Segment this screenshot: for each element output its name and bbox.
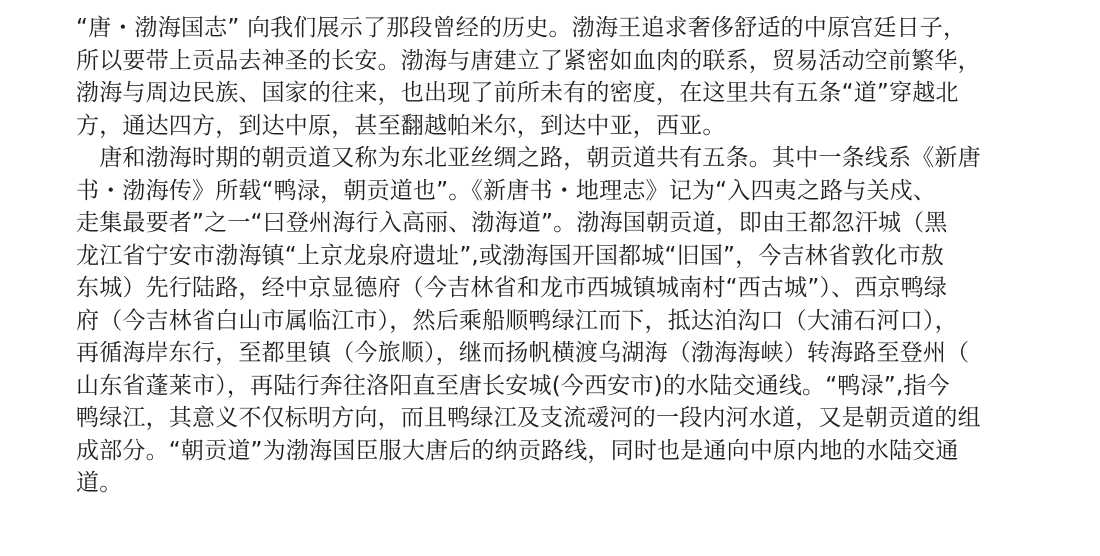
text-line: “唐・渤海国志” 向我们展示了那段曾经的历史。渤海王追求奢侈舒适的中原宫廷日子， [76, 15, 967, 41]
text-line: 成部分。“朝贡道”为渤海国臣服大唐后的纳贡路线，同时也是通向中原内地的水陆交通 [76, 437, 959, 464]
document-page [76, 12, 1066, 500]
text-line: 渤海与周边民族、国家的往来，也出现了前所未有的密度，在这里共有五条“道”穿越北 [76, 80, 959, 106]
paragraph-1 [76, 12, 1066, 142]
text-line: 方，通达四方，到达中原，甚至翻越帕米尔，到达中亚，西亚。 [76, 112, 726, 139]
text-line: 道。 [76, 470, 123, 496]
text-line: 鸭绿江，其意义不仅标明方向，而且鸭绿江及支流叆河的一段内河水道，又是朝贡道的组 [76, 405, 981, 431]
text-line: 再循海岸东行，至都里镇（今旅顺），继而扬帆横渡乌湖海（渤海海峡）转海路至登州（ [76, 340, 970, 366]
text-line: 唐和渤海时期的朝贡道又称为东北亚丝绸之路，朝贡道共有五条。其中一条线系《新唐 [76, 145, 981, 171]
text-line: 府（今吉林省白山市属临江市），然后乘船顺鸭绿江而下，抵达泊沟口（大浦石河口）， [76, 307, 958, 334]
text-line: 走集最要者”之一“曰登州海行入高丽、渤海道”。渤海国朝贡道，即由王都忽汗城（黑 [76, 210, 948, 236]
text-line: 龙江省宁安市渤海镇“上京龙泉府遗址”,或渤海国开国都城“旧国”，今吉林省敦化市敖 [76, 242, 944, 269]
paragraph-2 [76, 142, 1066, 500]
text-line: 书・渤海传》所载“鸭渌，朝贡道也”。《新唐书・地理志》记为“入四夷之路与关戍、 [76, 177, 937, 204]
text-line: 东城）先行陆路，经中京显德府（今吉林省和龙市西城镇城南村“西古城”）、西京鸭绿 [76, 275, 948, 301]
text-line: 山东省蓬莱市），再陆行奔往洛阳直至唐长安城(今西安市)的水陆交通线。“鸭渌”,指今 [76, 372, 950, 399]
text-line: 所以要带上贡品去神圣的长安。渤海与唐建立了紧密如血肉的联系，贸易活动空前繁华， [76, 47, 981, 74]
